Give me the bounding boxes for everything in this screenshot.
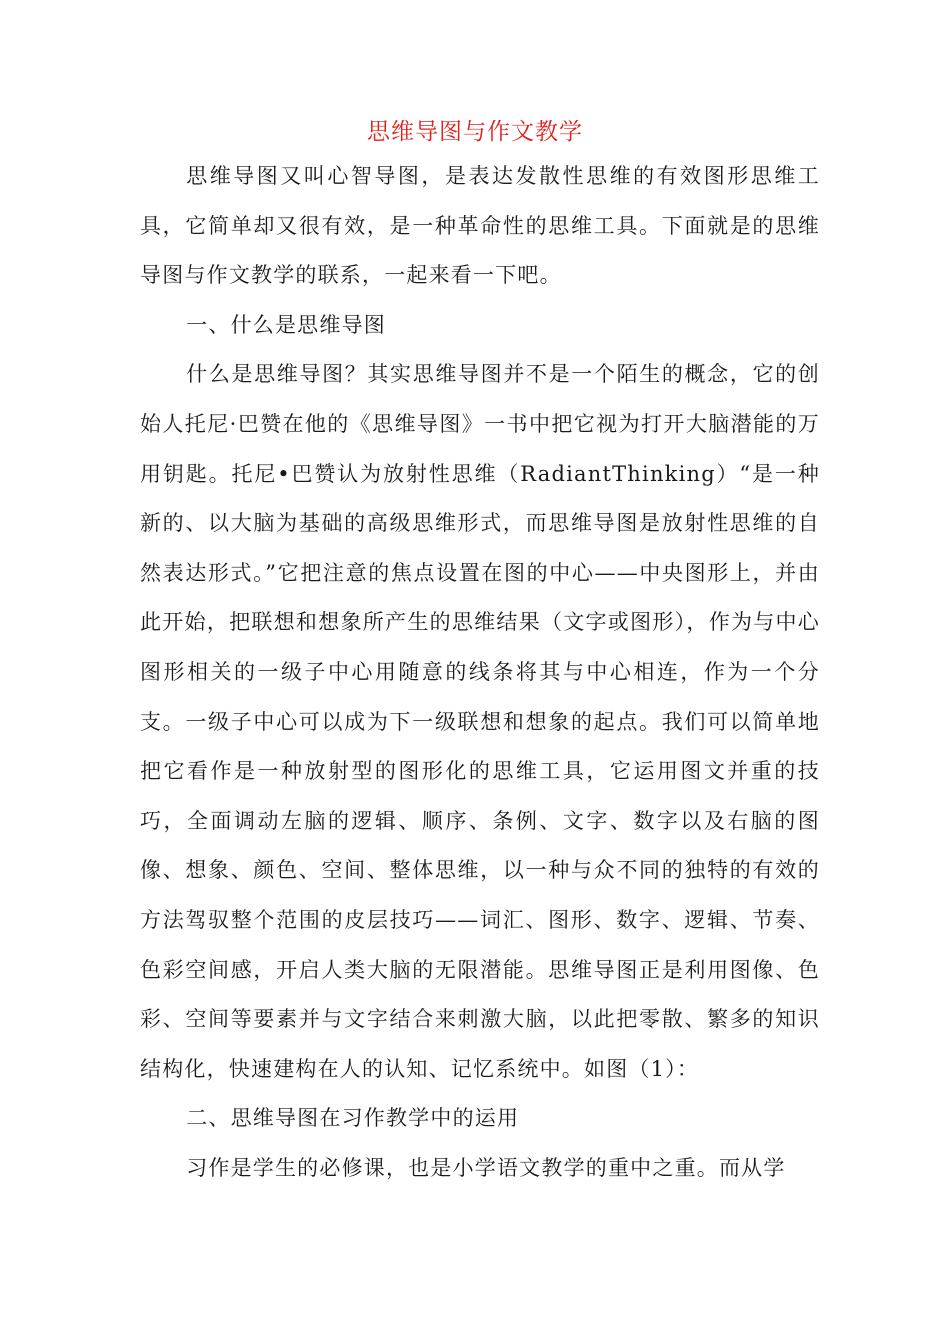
paragraph-writing-teaching: 习作是学生的必修课，也是小学语文教学的重中之重。而从学 <box>186 1155 786 1180</box>
section-heading-1: 一、什么是思维导图 <box>186 312 386 337</box>
document-body <box>140 152 820 1193</box>
paragraph-what-is-mindmap: 什么是思维导图？其实思维导图并不是一个陌生的概念，它的创始人托尼·巴赞在他的《思维导图》一书中把它视为打开大脑潜能的万用钥匙。托尼•巴赞认为放射性思维（RadiantThinking）“是一种新的、以大脑为基础的高级思维形式，而思维导图是放射性思维的自然表达形式。”它把注意的焦点设置在图的中心——中央图形上，并由此开始，把联想和想象所产生的思维结果（文字或图形），作为与中心图形相关的一级子中心用随意的线条将其与中心相连，作为一个分支。一级子中心可以成为下一级联想和想象的起点。我们可以简单地把它看作是一种放射型的图形化的思维工具，它运用图文并重的技巧，全面调动左脑的逻辑、顺序、条例、文字、数字以及右脑的图像、想象、颜色、空间、整体思维，以一种与众不同的独特的有效的方法驾驭整个范围的皮层技巧——词汇、图形、数字、逻辑、节奏、色彩空间感，开启人类大脑的无限潜能。思维导图正是利用图像、色彩、空间等要素并与文字结合来刺激大脑，以此把零散、繁多的知识结构化，快速建构在人的认知、记忆系统中。如图（1）： <box>140 362 820 1081</box>
section-heading-2: 二、思维导图在习作教学中的运用 <box>186 1106 520 1131</box>
paragraph-intro: 思维导图又叫心智导图，是表达发散性思维的有效图形思维工具，它简单却又很有效，是一种革命性的思维工具。下面就是的思维导图与作文教学的联系，一起来看一下吧。 <box>140 164 820 288</box>
document-title: 思维导图与作文教学 <box>367 119 583 145</box>
